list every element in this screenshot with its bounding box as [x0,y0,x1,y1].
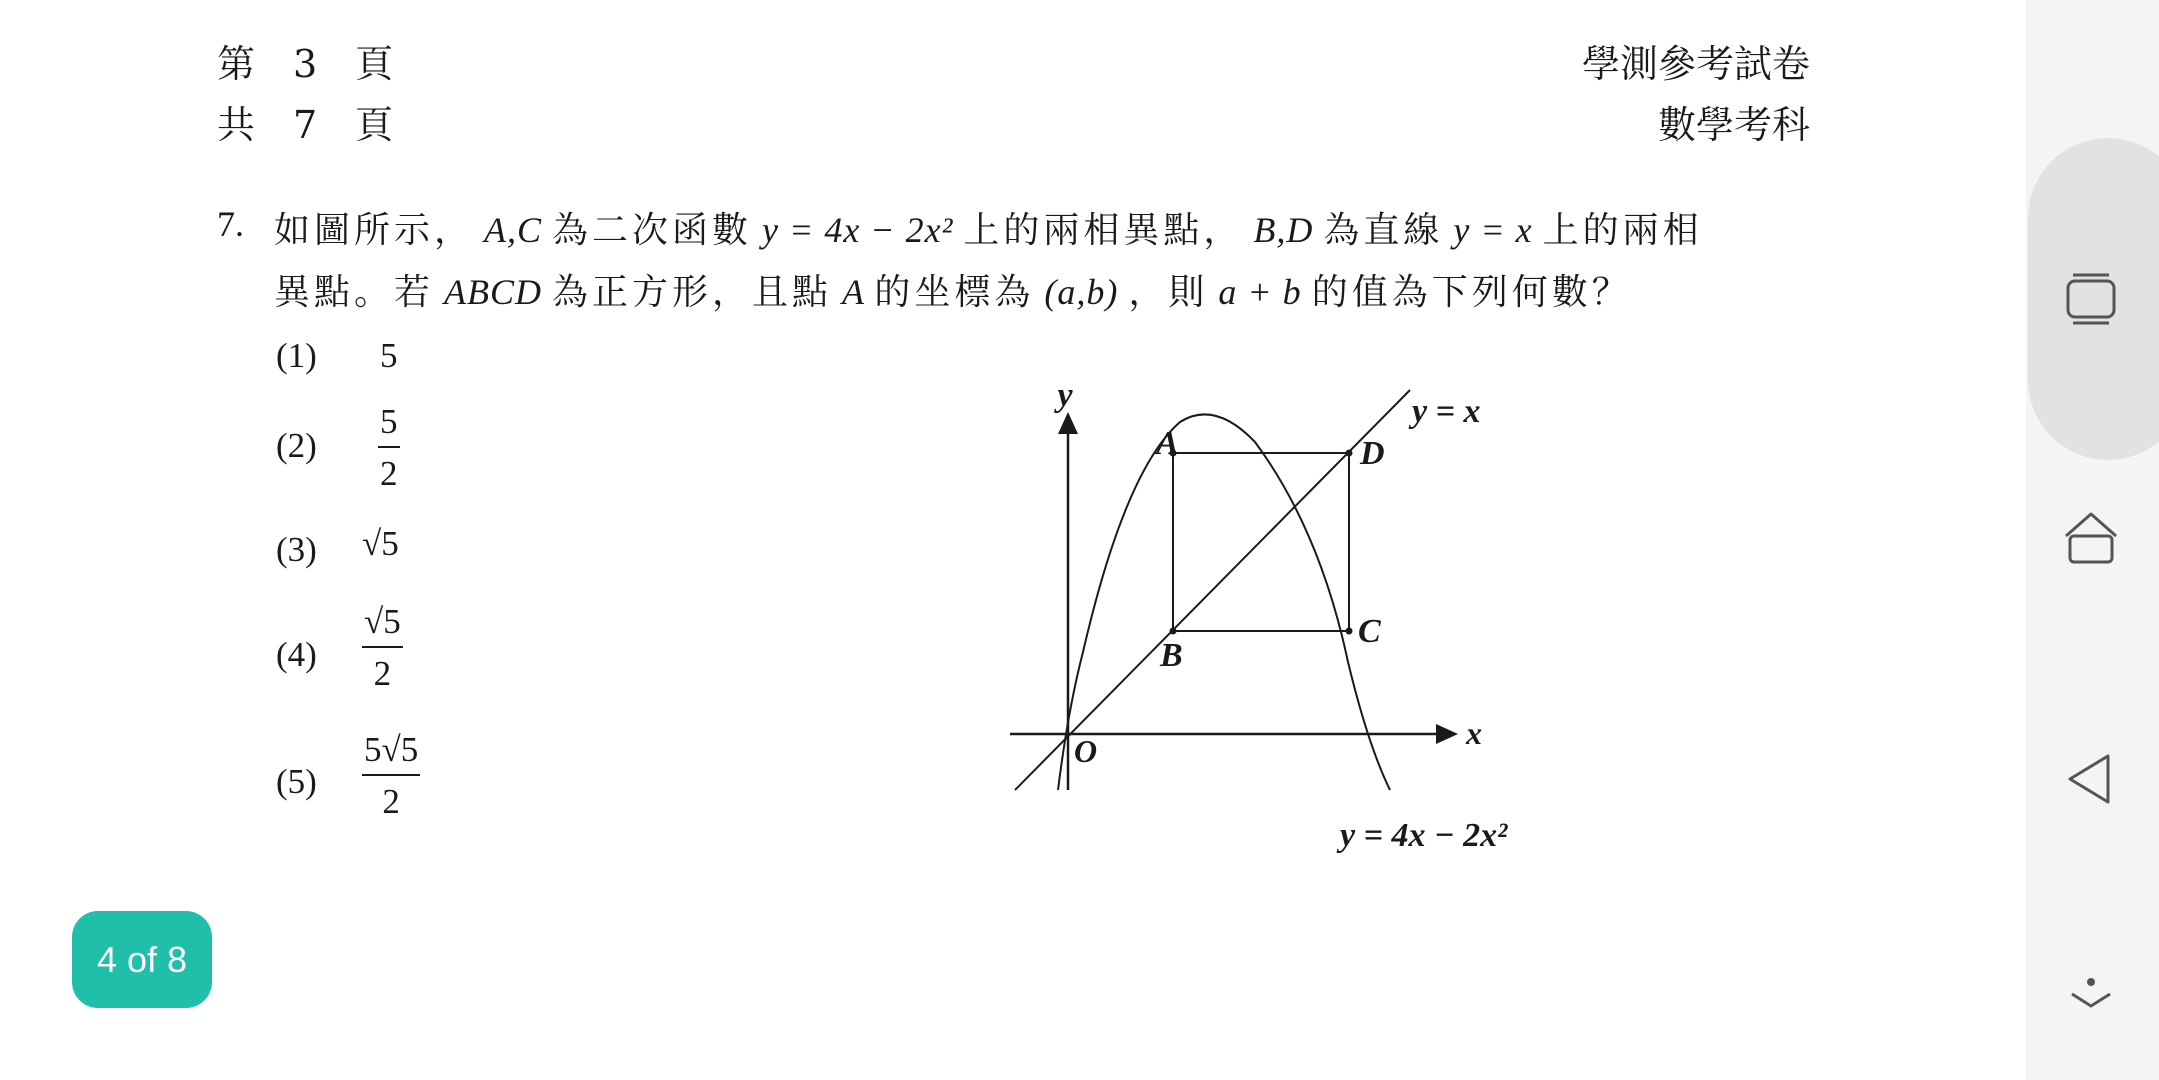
origin-label: O [1074,733,1098,769]
option-5-numerator: 5√5 [362,730,420,776]
question-line-1: 如圖所示， A,C 為二次函數 y = 4x − 2x² 上的兩相異點， B,D 為直線 y = x 上的兩相 [274,210,1703,251]
point-d-dot [1346,450,1353,457]
subject-title: 數學考科 [1658,103,1811,147]
parabola-label: y = 4x − 2x² [1340,817,1508,854]
option-4-denominator: 2 [373,654,392,693]
option-1-label: (1) [276,336,317,375]
y-axis-label: y [1057,377,1073,414]
point-b-dot [1170,628,1177,635]
page-current: 第 3 頁 [217,42,394,86]
option-1-value: 5 [380,336,398,375]
question-number: 7. [217,204,244,244]
option-5-fraction [362,730,420,822]
option-3-value: √5 [362,524,399,563]
page-total: 共 7 頁 [217,103,394,147]
point-c-label: C [1358,613,1381,650]
page-indicator-badge[interactable]: 4 of 8 [72,911,212,1008]
option-2-label: (2) [276,426,317,465]
option-3-label: (3) [276,530,317,569]
point-c-dot [1346,628,1353,635]
line-label: y = x [1412,393,1481,430]
question-line-2: 異點。若 ABCD 為正方形，且點 A 的坐標為 (a,b) ，則 a + b 的值為下列何數？ [274,272,1632,313]
option-5-label: (5) [276,762,317,801]
exam-title: 學測參考試卷 [1582,42,1811,86]
home-icon[interactable] [2056,502,2126,572]
x-axis-label: x [1466,715,1482,751]
option-2-denominator: 2 [380,454,398,493]
option-2-fraction [378,402,400,494]
option-4-label: (4) [276,635,317,674]
point-b-label: B [1160,637,1183,674]
y-axis-arrow [1058,412,1078,434]
back-icon[interactable] [2056,744,2126,814]
recent-apps-icon[interactable] [2056,266,2126,336]
x-axis-arrow [1436,724,1458,744]
option-4-fraction [362,602,403,694]
option-2-numerator: 5 [378,402,400,448]
expand-icon[interactable] [2056,960,2126,1030]
graph-figure [990,370,1560,870]
point-a-label: A [1156,425,1179,462]
point-d-label: D [1360,435,1385,472]
option-5-denominator: 2 [382,782,400,821]
option-4-numerator: √5 [362,602,403,648]
